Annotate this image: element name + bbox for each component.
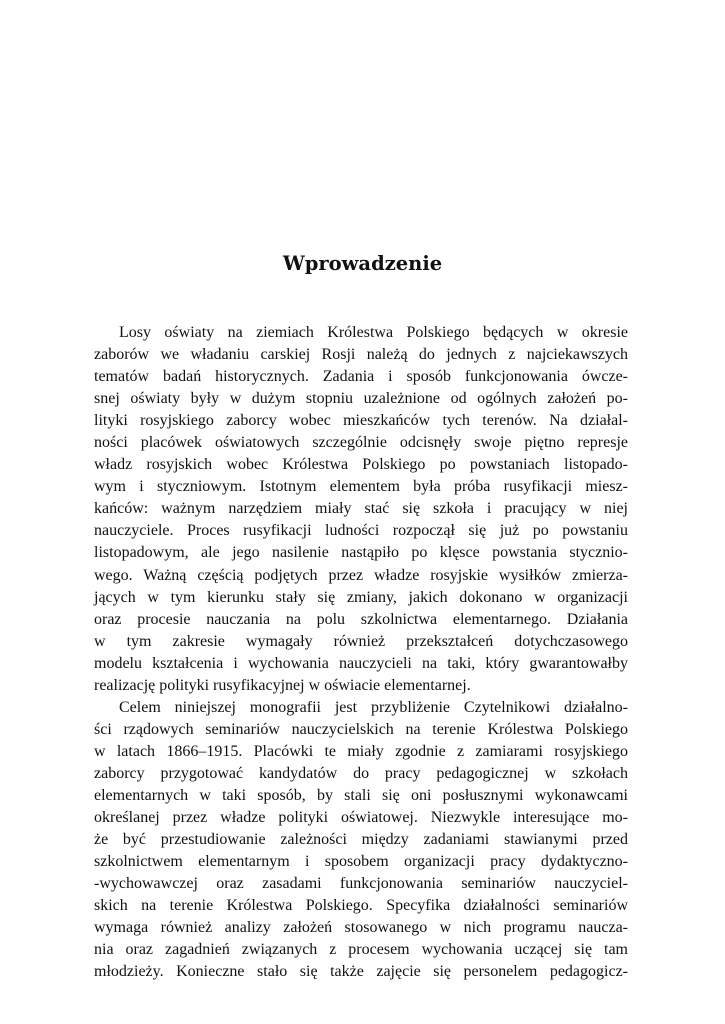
text-line: szkolnictwem elementarnym i sposobem organizacji pracy dydaktyczno- bbox=[94, 853, 628, 871]
text-line: że być przestudiowanie zależności między zadaniami stawianymi przed bbox=[94, 831, 628, 849]
text-line: w tym zakresie wymagały również przekształceń dotychczasowego bbox=[94, 632, 628, 650]
text-line: lityki rosyjskiego zaborcy wobec mieszkańców tych terenów. Na działal- bbox=[94, 412, 628, 430]
text-line: -wychowawczej oraz zasadami funkcjonowania seminariów nauczyciel- bbox=[94, 875, 628, 893]
text-line: oraz procesie nauczania na polu szkolnictwa elementarnego. Działania bbox=[94, 610, 628, 628]
text-line: modelu kształcenia i wychowania nauczycieli na taki, który gwarantowałby bbox=[94, 654, 628, 672]
text-line: wego. Ważną częścią podjętych przez władze rosyjskie wysiłków zmierza- bbox=[94, 566, 628, 584]
text-line: jących w tym kierunku stały się zmiany, jakich dokonano w organizacji bbox=[94, 588, 628, 606]
text-line: zaborów we władaniu carskiej Rosji należą do jednych z najciekawszych bbox=[94, 346, 628, 364]
text-line: Losy oświaty na ziemiach Królestwa Polskiego będących w okresie bbox=[119, 324, 628, 341]
paragraph-2 bbox=[94, 697, 628, 984]
text-line: realizację polityki rusyfikacyjnej w oświacie elementarnej. bbox=[94, 676, 471, 694]
text-line: młodzieży. Konieczne stało się także zajęcie się personelem pedagogicz- bbox=[94, 963, 628, 981]
text-line: snej oświaty były w dużym stopniu uzależnione od ogólnych założeń po- bbox=[94, 390, 628, 408]
text-line: tematów badań historycznych. Zadania i sposób funkcjonowania ówcze- bbox=[94, 368, 628, 386]
text-line: listopadowym, ale jego nasilenie nastąpiło po klęsce powstania stycznio- bbox=[94, 544, 628, 562]
text-line: ności placówek oświatowych szczególnie odcisnęły swoje piętno represje bbox=[94, 434, 628, 452]
text-line: elementarnych w taki sposób, by stali się oni posłusznymi wykonawcami bbox=[94, 786, 628, 804]
text-line: wym i styczniowym. Istotnym elementem była próba rusyfikacji miesz- bbox=[94, 478, 628, 496]
chapter-body bbox=[94, 322, 628, 983]
text-line: Celem niniejszej monografii jest przybliżenie Czytelnikowi działalno- bbox=[119, 698, 628, 716]
text-line: władz rosyjskich wobec Królestwa Polskiego po powstaniach listopado- bbox=[94, 456, 628, 474]
text-line: kańców: ważnym narzędziem miały stać się szkoła i pracujący w niej bbox=[94, 500, 628, 518]
chapter-title: Wprowadzenie bbox=[282, 252, 443, 275]
text-line: w latach 1866–1915. Placówki te miały zgodnie z zamiarami rosyjskiego bbox=[94, 742, 628, 760]
text-line: nauczyciele. Proces rusyfikacji ludności rozpoczął się już po powstaniu bbox=[94, 522, 628, 540]
text-line: nia oraz zagadnień związanych z procesem wychowania uczącej się tam bbox=[94, 941, 628, 959]
text-line: określanej przez władze polityki oświatowej. Niezwykle interesujące mo- bbox=[94, 809, 628, 827]
text-line: wymaga również analizy założeń stosowanego w nich programu naucza- bbox=[94, 919, 628, 937]
paragraph-1 bbox=[94, 322, 628, 697]
text-line: zaborcy przygotować kandydatów do pracy pedagogicznej w szkołach bbox=[94, 764, 628, 782]
text-line: skich na terenie Królestwa Polskiego. Specyfika działalności seminariów bbox=[94, 897, 628, 915]
text-line: ści rządowych seminariów nauczycielskich na terenie Królestwa Polskiego bbox=[94, 720, 628, 738]
